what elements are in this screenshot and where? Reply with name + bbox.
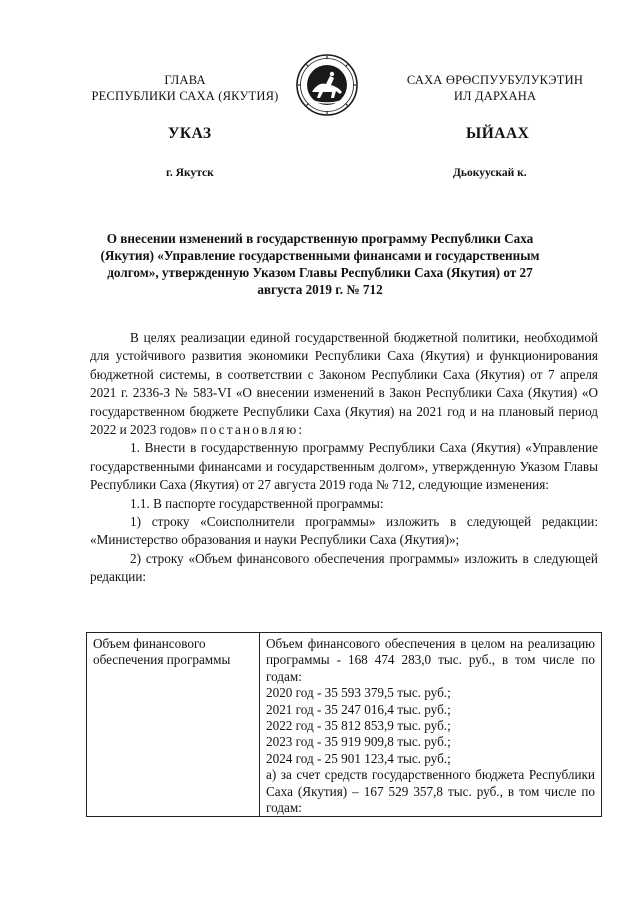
city-ru: г. Якутск: [166, 167, 214, 179]
header-left-line2: РЕСПУБЛИКИ САХА (ЯКУТИЯ): [91, 89, 279, 103]
funding-source-a: а) за счет средств государственного бюджета Республики Саха (Якутия) – 167 529 357,8 тыс. руб., в том числе по годам:: [266, 767, 595, 816]
program-funding-table: [86, 632, 602, 817]
header-left-line1: ГЛАВА: [164, 73, 206, 87]
city-sakha: Дьокуускай к.: [453, 167, 527, 179]
table-label-cell: Объем финансового обеспечения программы: [87, 633, 260, 817]
funding-year-2021: 2021 год - 35 247 016,4 тыс. руб.;: [266, 701, 451, 717]
decree-title-sakha: ЫЙААХ: [466, 125, 530, 142]
decree-body: [90, 329, 598, 587]
funding-intro: Объем финансового обеспечения в целом на реализацию программы - 168 474 283,0 тыс. руб., в том числе по годам:: [266, 636, 595, 684]
paragraph-subitem-2: 2) строку «Объем финансового обеспечения программы» изложить в следующей редакции:: [90, 550, 598, 585]
header-right-line2: ИЛ ДАРХАНА: [453, 89, 537, 103]
coat-of-arms-emblem-icon: [296, 54, 358, 116]
header-left: [60, 72, 310, 104]
decree-title-ru: УКАЗ: [168, 125, 212, 142]
table-value-cell: [260, 633, 602, 817]
header-right-line1: САХА ӨРӨСПУУБУЛУКЭТИН: [406, 73, 584, 87]
paragraph-item-1-1: 1.1. В паспорте государственной программы:: [130, 495, 384, 511]
funding-year-2020: 2020 год - 35 593 379,5 тыс. руб.;: [266, 685, 451, 701]
decree-subject: О внесении изменений в государственную программу Республики Саха (Якутия) «Управление государственными финансами и государственным долгом», утвержденную Указом Главы Республики Саха (Якутия) от 27 августа 2019 г. № 712: [100, 231, 540, 297]
header-right: [380, 72, 610, 104]
funding-year-2022: 2022 год - 35 812 853,9 тыс. руб.;: [266, 718, 451, 734]
paragraph-subitem-1: 1) строку «Соисполнители программы» изложить в следующей редакции: «Министерство образования и науки Республики Саха (Якутия)»;: [90, 514, 598, 548]
table-row: [87, 633, 602, 817]
funding-year-2024: 2024 год - 25 901 123,4 тыс. руб.;: [266, 750, 451, 766]
resolution-word: постановляю:: [200, 422, 305, 438]
paragraph-item-1: 1. Внести в государственную программу Республики Саха (Якутия) «Управление государственными финансами и государственным долгом», утвержденную Указом Главы Республики Саха (Якутия) от 27 августа 2019 года № 712, следующие изменения:: [90, 440, 598, 493]
preamble-text: В целях реализации единой государственной бюджетной политики, необходимой для устойчивого развития экономики Республики Саха (Якутия) и функционирования бюджетной системы, в соответствии с Законом Республики Саха (Якутия) от 7 апреля 2021 г. 2336-З № 583-VI «О внесении изменений в Закон Республики Саха (Якутия) «О государственном бюджете Республики Саха (Якутия) на 2021 год и на плановый период 2022 и 2023 годов»: [90, 330, 598, 438]
funding-year-2023: 2023 год - 35 919 909,8 тыс. руб.;: [266, 734, 451, 750]
paragraph-preamble: [90, 329, 598, 439]
